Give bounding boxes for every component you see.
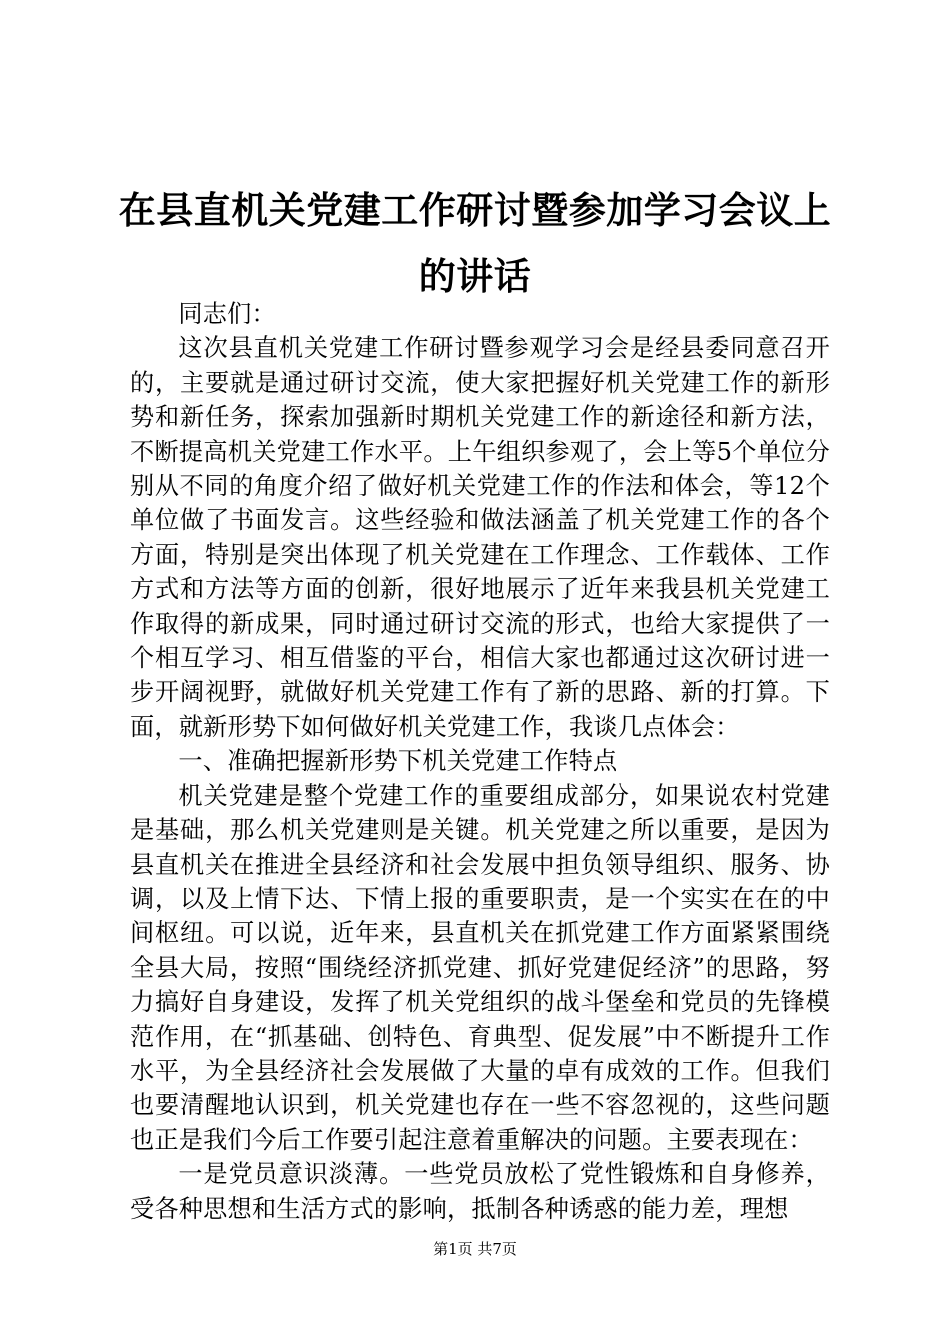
section-heading: 一、准确把握新形势下机关党建工作特点	[178, 747, 618, 776]
salutation-paragraph: 同志们：	[178, 300, 276, 328]
document-body	[130, 297, 830, 1226]
point-paragraph: 一是党员意识淡薄。一些党员放松了党性锻炼和自身修养，受各种思想和生活方式的影响，抵制各种诱惑的能力差，理想	[130, 1160, 830, 1223]
intro-paragraph: 这次县直机关党建工作研讨暨参观学习会是经县委同意召开的，主要就是通过研讨交流，使大家把握好机关党建工作的新形势和新任务，探索加强新时期机关党建工作的新途径和新方法，不断提高机关党建工作水平。上午组织参观了，会上等5个单位分别从不同的角度介绍了做好机关党建工作的作法和体会，等12个单位做了书面发言。这些经验和做法涵盖了机关党建工作的各个方面，特别是突出体现了机关党建在工作理念、工作载体、工作方式和方法等方面的创新，很好地展示了近年来我县机关党建工作取得的新成果，同时通过研讨交流的形式，也给大家提供了一个相互学习、相互借鉴的平台，相信大家也都通过这次研讨进一步开阔视野，就做好机关党建工作有了新的思路、新的打算。下面，就新形势下如何做好机关党建工作，我谈几点体会：	[130, 334, 830, 741]
page-footer: 第1页 共7页	[433, 1240, 517, 1258]
section-paragraph: 机关党建是整个党建工作的重要组成部分，如果说农村党建是基础，那么机关党建则是关键。机关党建之所以重要，是因为县直机关在推进全县经济和社会发展中担负领导组织、服务、协调，以及上情下达、下情上报的重要职责，是一个实实在在的中间枢纽。可以说，近年来，县直机关在抓党建工作方面紧紧围绕全县大局，按照“围绕经济抓党建、抓好党建促经济”的思路，努力搞好自身建设，发挥了机关党组织的战斗堡垒和党员的先锋模范作用，在“抓基础、创特色、育典型、促发展”中不断提升工作水平，为全县经济社会发展做了大量的卓有成效的工作。但我们也要清醒地认识到，机关党建也存在一些不容忽视的，这些问题也正是我们今后工作要引起注意着重解决的问题。主要表现在：	[130, 781, 830, 1154]
document-title: 在县直机关党建工作研讨暨参加学习会议上的讲话	[118, 189, 832, 298]
